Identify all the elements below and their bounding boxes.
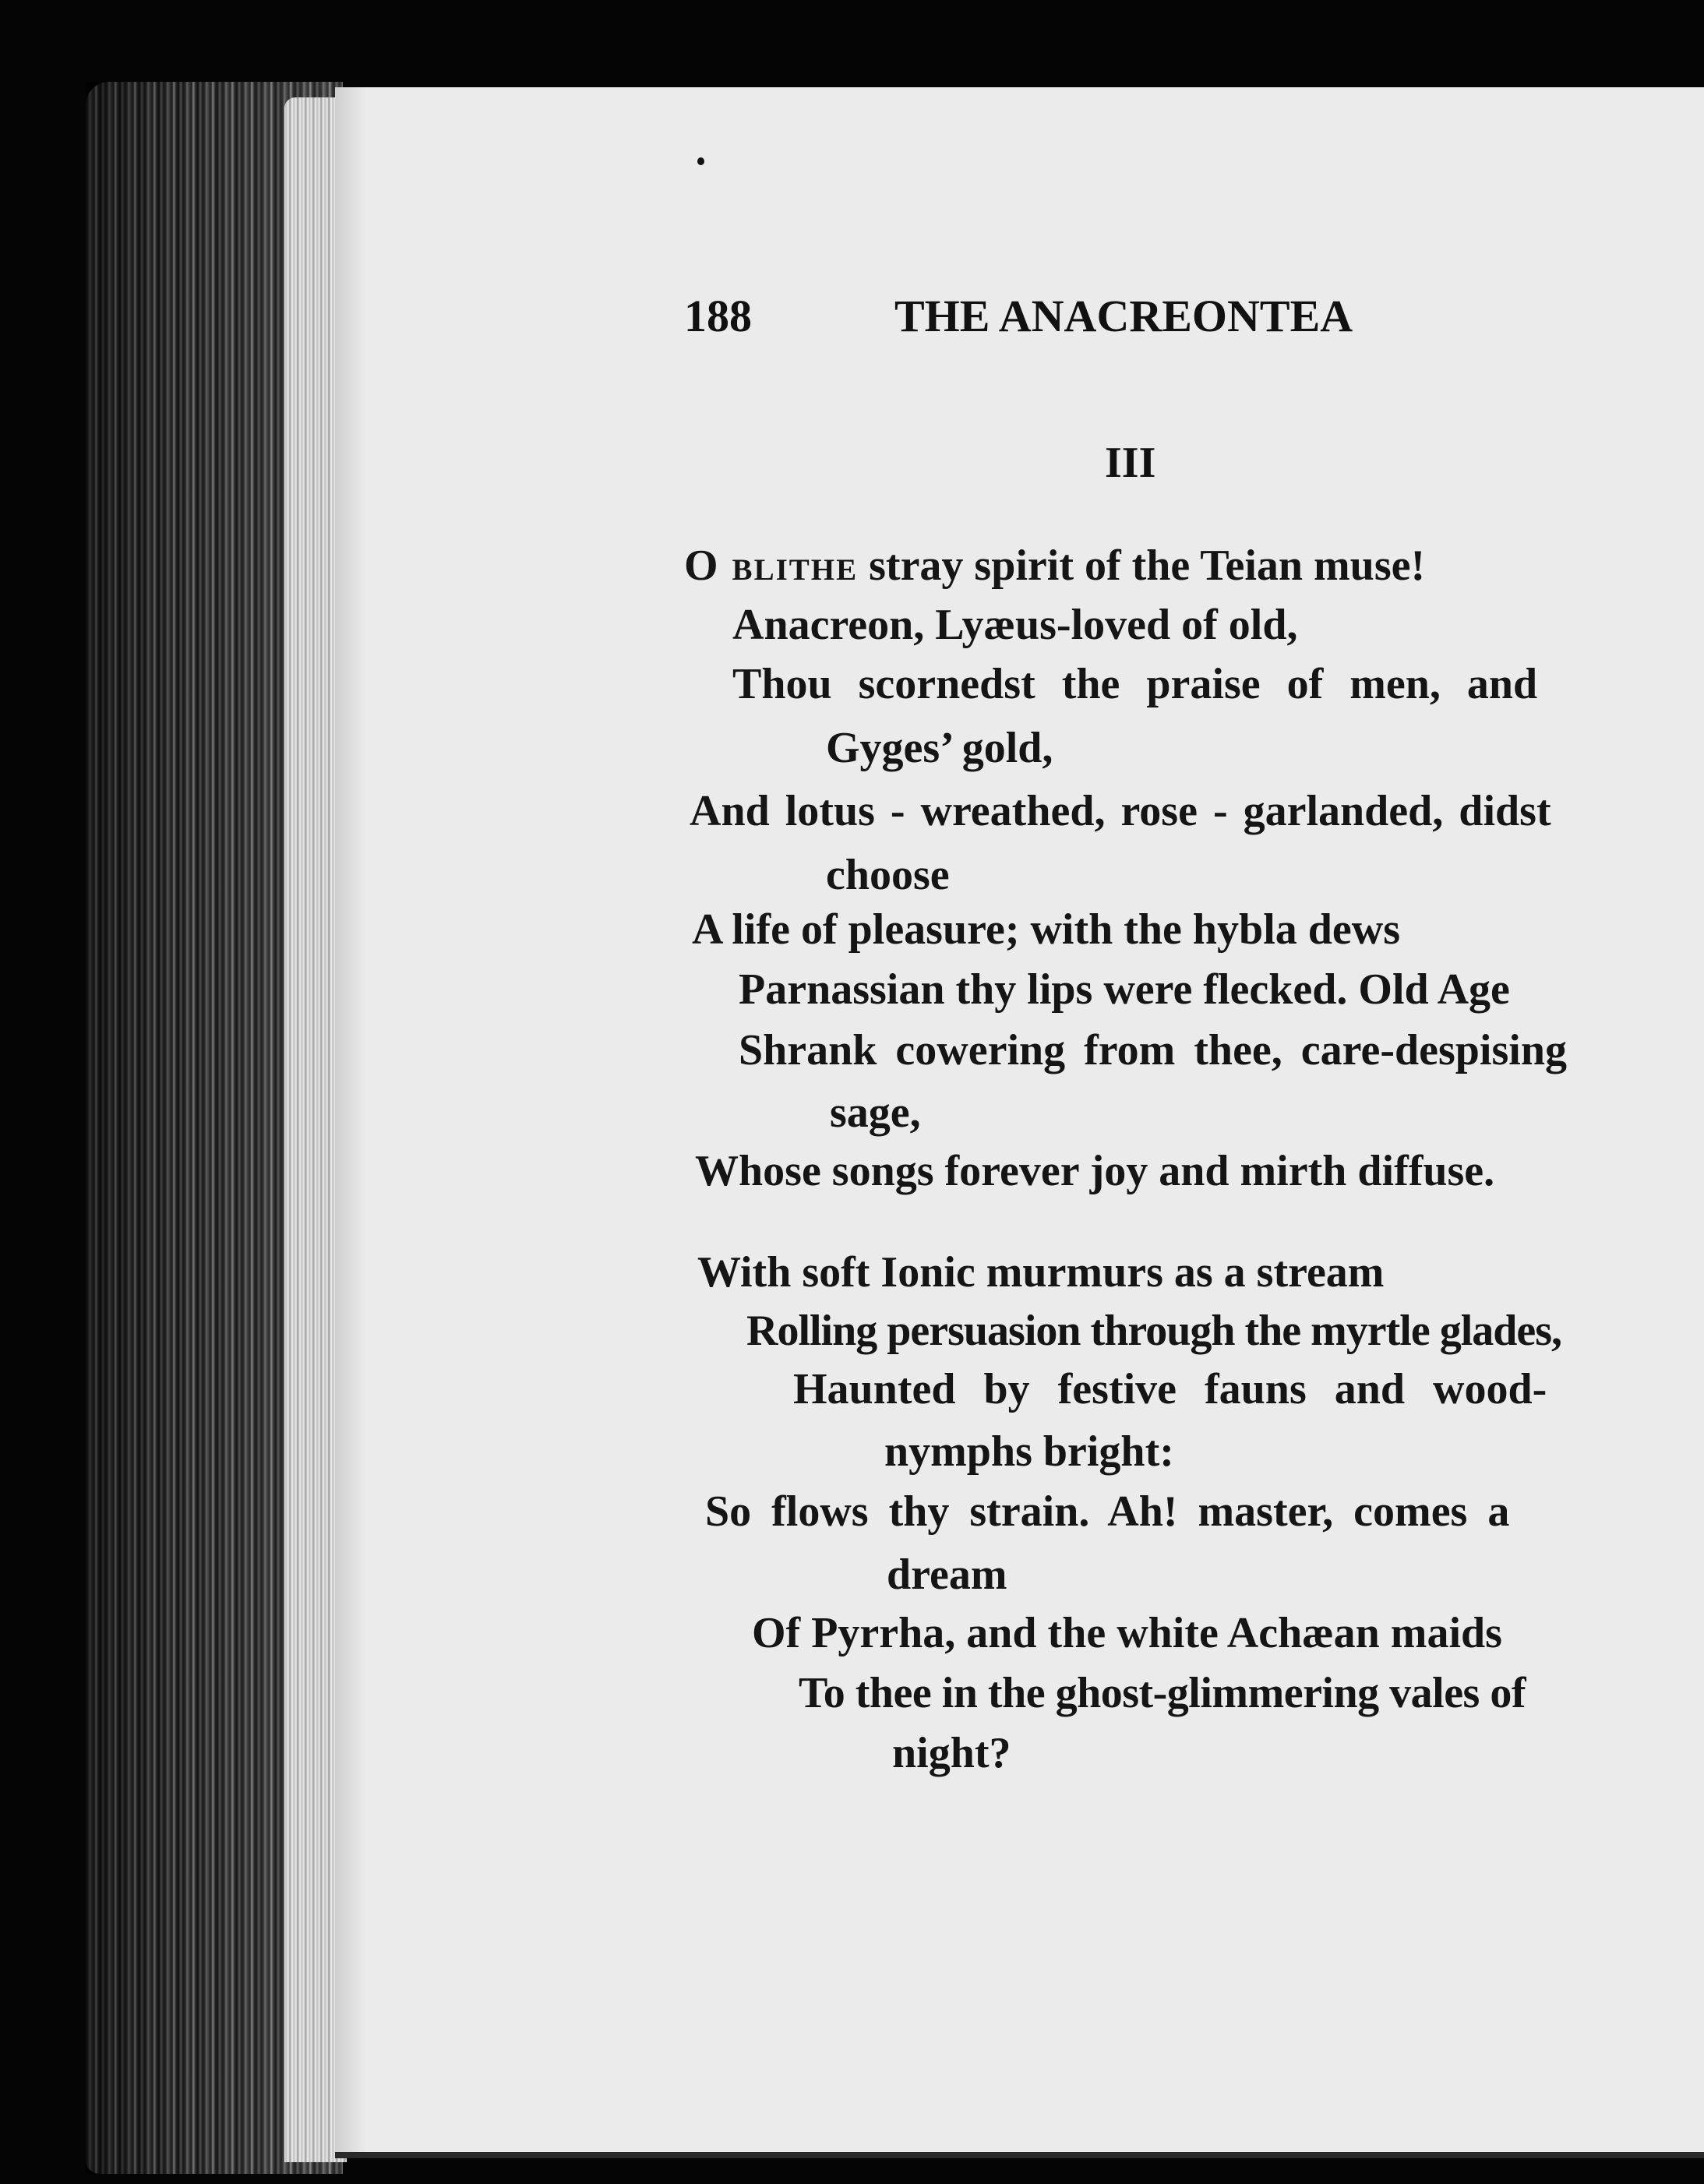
book-page: [335, 87, 1704, 2158]
poem-line: nymphs bright:: [884, 1427, 1174, 1476]
poem-line: Gyges’ gold,: [826, 724, 1053, 772]
poem-line: dream: [887, 1551, 1007, 1599]
poem-line: And lotus - wreathed, rose - garlanded, didst: [690, 787, 1551, 835]
section-number: III: [1105, 439, 1156, 487]
poem-line: Shrank cowering from thee, care-despising: [739, 1026, 1567, 1074]
poem-line: Parnassian thy lips were flecked. Old Age: [739, 965, 1510, 1014]
page-number: 188: [684, 291, 752, 341]
poem-line: Rolling persuasion through the myrtle glades,: [746, 1307, 1562, 1355]
poem-line: So flows thy strain. Ah! master, comes a: [705, 1487, 1510, 1536]
ink-speck: [697, 157, 704, 165]
poem-line: choose: [826, 851, 950, 899]
poem-line: Anacreon, Lyæus-loved of old,: [732, 601, 1298, 649]
poem-line: Of Pyrrha, and the white Achæan maids: [752, 1609, 1502, 1657]
poem-line: Whose songs forever joy and mirth diffuse.: [695, 1147, 1495, 1195]
poem-line: [684, 542, 1426, 590]
poem-line: sage,: [830, 1088, 921, 1137]
poem-line: With soft Ionic murmurs as a stream: [697, 1248, 1385, 1297]
running-title: THE ANACREONTEA: [894, 291, 1353, 341]
poem-line: night?: [892, 1729, 1011, 1777]
opening-small-caps: O blithe: [684, 542, 859, 590]
line-text: stray spirit of the Teian muse!: [858, 542, 1426, 590]
poem-line: Thou scornedst the praise of men, and: [732, 660, 1538, 708]
running-head: [684, 290, 1353, 342]
poem-line: Haunted by festive fauns and wood-: [793, 1365, 1547, 1413]
poem-line: To thee in the ghost-glimmering vales of: [799, 1669, 1526, 1717]
poem-line: A life of pleasure; with the hybla dews: [692, 905, 1400, 954]
